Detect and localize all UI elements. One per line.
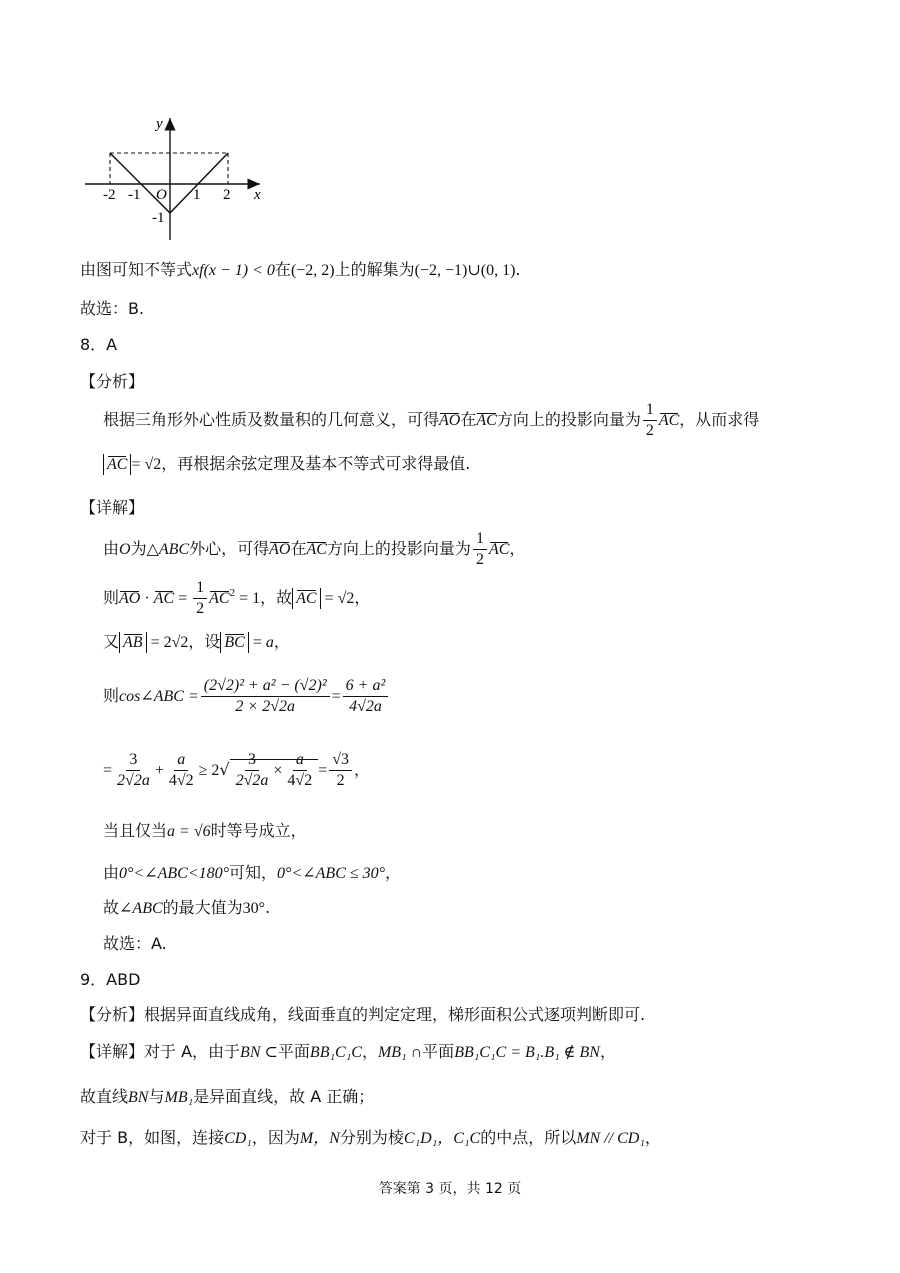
fraction [166,750,197,791]
cos-fraction-2 [343,676,389,717]
math: BB₁C₁C = B₁.B₁ ∉ BN [454,1044,600,1061]
math: O [119,541,131,558]
detail-line-7 [103,860,401,883]
y-axis-label: y [156,116,163,132]
text: ， [509,539,526,558]
abs-value [292,588,320,609]
numerator: a [174,750,188,771]
detail-line-8 [103,895,270,918]
function-graph [80,112,280,247]
text: 的最大值为 [162,898,243,917]
text: ，从而求得 [679,410,760,429]
math: C₁D₁，C₁C [403,1130,481,1147]
vector-AB: AB [123,634,143,651]
text: 故 [103,898,120,917]
q9-analysis: 【分析】根据异面直线成角，线面垂直的判定定理，梯形面积公式逐项判断即可. [80,1005,646,1024]
numerator: 3 [126,750,140,771]
fraction [233,750,272,791]
math: · [140,590,154,607]
x-axis-label: x [254,187,261,203]
cos-fraction [201,676,330,717]
detail-line-6 [103,818,307,841]
numerator: 3 [245,750,259,771]
text: 上的解集为 [334,260,415,279]
text: 的中点，所以 [480,1128,577,1147]
numerator: 6 + a² [343,676,389,697]
analysis-line-1 [103,400,759,441]
tick-x-neg2: -2 [103,187,116,203]
fraction [284,750,315,791]
q9-detail-line-3 [80,1125,661,1148]
text: ，因为 [251,1128,300,1147]
text: 与 [148,1087,165,1106]
text: 在 [274,260,291,279]
vector-AC: AC [153,590,175,607]
detail-line-3 [103,629,290,653]
origin-label: O [156,187,167,203]
math: xf [192,262,204,279]
math: MB₁ [164,1089,194,1106]
text: 故直线 [80,1087,129,1106]
vector-AO: AO [119,590,141,607]
denominator: 2 × 2√2a [235,698,295,715]
math: MN // CD₁ [576,1130,645,1147]
text: 是异面直线，故 A 正确； [193,1087,375,1106]
text: ， [644,1128,661,1147]
math: BN ⊂ [240,1044,278,1061]
vector-AO: AO [269,541,291,558]
math: ≥ 2 [198,762,220,779]
fraction [114,750,153,791]
math: 0°<∠ABC ≤ 30° [277,865,386,882]
text: ， [599,1042,616,1061]
math: = 2√2 [146,634,189,651]
tick-x-1: 1 [193,187,201,203]
analysis-tag: 【分析】 [80,372,145,391]
fraction-half [193,578,207,619]
math: a = √6 [167,823,211,840]
text: ， [354,760,371,779]
answer-choice-b: 故选：B. [80,299,145,318]
page-footer: 答案第 3 页，共 12 页 [378,1181,522,1197]
denominator: 4√2 [287,772,313,789]
numerator: a [293,750,307,771]
text: 可知， [229,863,278,882]
text: 在 [460,410,477,429]
math: cos∠ABC = [119,688,199,705]
detail-tag: 【详解】 [80,498,145,517]
text: 时等号成立， [210,821,307,840]
denominator: 2√2a [117,772,150,789]
text: 对于 B，如图，连接 [80,1128,225,1147]
numerator: √3 [329,750,352,771]
text: ， [354,588,371,607]
tick-x-neg1: -1 [128,187,141,203]
fraction [329,750,352,791]
text: 平面 [422,1042,455,1061]
math: = √2 [131,456,162,473]
numerator: 1 [473,529,487,550]
math: ABC [158,541,190,558]
text: ，再根据余弦定理及基本不等式可求得最值. [161,454,471,473]
denominator: 2 [475,551,484,568]
text: ， [361,1042,378,1061]
text: 则 [103,588,120,607]
detail-line-4 [103,676,390,717]
math: × [273,762,283,779]
text: 方向上的投影向量为 [496,410,641,429]
text: 又 [103,632,120,651]
vector-AO: AO [439,412,461,429]
tick-y-neg1: -1 [152,210,165,226]
text: 方向上的投影向量为 [326,539,471,558]
text: 当且仅当 [103,821,168,840]
denominator: 2 [196,600,205,617]
vector-AC: AC [209,590,230,607]
math: (−2, −1)∪(0, 1) [414,262,516,279]
text: ， [385,863,402,882]
vector-AC: AC [296,590,317,607]
text: 【详解】对于 A，由于 [80,1042,241,1061]
abs-value [220,632,248,653]
math: BB₁C₁C [309,1044,362,1061]
denominator: 2√2a [235,772,269,789]
vector-AC: AC [488,541,510,558]
text: 分别为棱 [339,1128,404,1147]
abs-value [119,632,147,653]
math: = [174,590,192,607]
analysis-line-2 [103,451,470,475]
text: 外心，可得 [189,539,270,558]
text: ，设 [188,632,221,651]
text: 则 [103,686,120,705]
text: . [265,898,271,917]
math: a [265,634,274,651]
q9-detail-line-2 [80,1084,374,1107]
math: = [103,762,113,779]
denominator: 2 [645,422,654,439]
fraction-half [473,529,487,570]
text: 根据三角形外心性质及数量积的几何意义，可得 [103,410,440,429]
math: = √2 [320,590,355,607]
graph-left-segment [110,153,170,213]
text: 为△ [130,539,159,558]
math: = [248,634,266,651]
detail-line-2 [103,578,370,619]
math: = [318,762,328,779]
denominator: 4√2 [168,772,194,789]
math: MB₁ ∩ [377,1044,423,1061]
math: CD₁ [224,1130,252,1147]
numerator: 1 [643,400,657,421]
answer-choice-a: 故选：A. [103,934,167,953]
text: 由 [103,863,120,882]
math: = [331,688,341,705]
detail-line-5 [103,750,370,791]
math: BN [128,1089,149,1106]
q9-detail-line-1 [80,1039,616,1062]
math: (x − 1) < 0 [203,262,275,279]
vector-AC: AC [107,456,128,473]
exponent: 2 [229,587,236,599]
numerator: 1 [193,578,207,599]
text: ， [273,632,290,651]
tick-x-2: 2 [223,187,231,203]
solution-line [80,257,521,280]
math: M，N [299,1130,340,1147]
numerator: (2√2)² + a² − (√2)² [201,676,330,697]
denominator: 4√2a [349,698,382,715]
text: 由图可知不等式 [80,260,193,279]
text: 由 [103,539,120,558]
text: . [515,260,521,279]
text: ，故 [260,588,293,607]
vector-AC: AC [476,412,497,429]
vector-BC: BC [224,634,245,651]
text: 在 [290,539,307,558]
denominator: 2 [336,772,345,789]
text: 平面 [277,1042,310,1061]
vector-AC: AC [306,541,327,558]
math: 30° [242,900,266,917]
math: ∠ABC [119,900,163,917]
math: = 1 [235,590,261,607]
abs-value [103,454,131,475]
detail-line-1 [103,529,525,570]
sqrt-expr: √ $\frac{3}{2√2a}$ × $\frac{a}{4√2}$ [219,750,318,791]
math: + [154,762,164,779]
question-8-heading: 8．A [80,335,118,354]
math: 0°<∠ABC<180° [119,865,230,882]
graph-right-segment [170,153,228,213]
math: (−2, 2) [290,262,335,279]
vector-AC: AC [658,412,680,429]
question-9-heading: 9．ABD [80,970,141,989]
fraction-half [643,400,657,441]
